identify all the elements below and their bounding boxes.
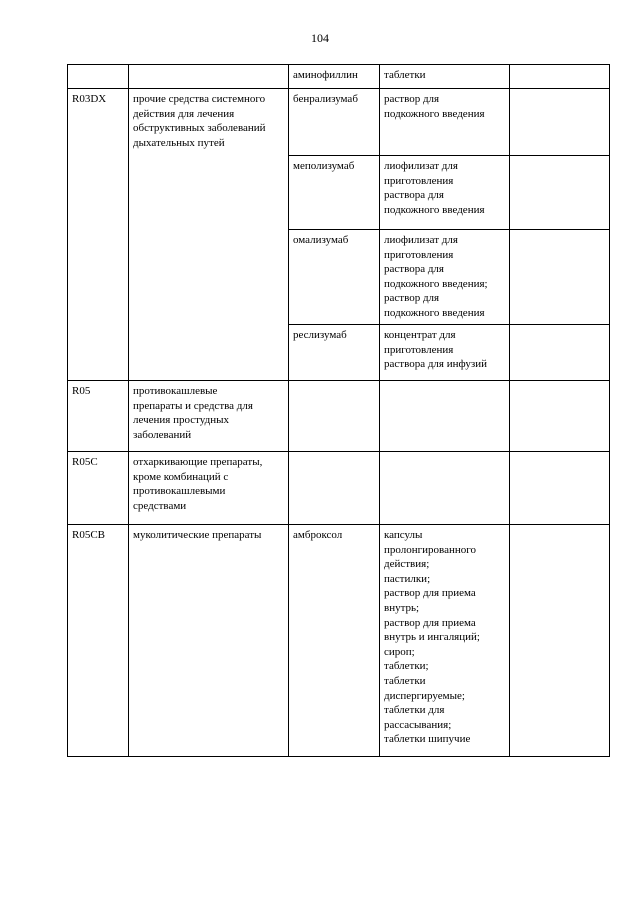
empty-cell	[510, 525, 610, 757]
dosage-form-cell	[380, 89, 510, 156]
table-row	[68, 525, 610, 757]
empty-cell	[510, 156, 610, 230]
drug-name-cell: реслизумаб	[289, 325, 380, 381]
dosage-form-cell-line: таблетки;	[384, 660, 429, 673]
empty-cell	[510, 452, 610, 525]
drug-name-cell: омализумаб	[289, 230, 380, 325]
atc-group-cell-line: кроме комбинаций с	[133, 470, 229, 483]
empty-cell	[510, 230, 610, 325]
dosage-form-cell-line: пастилки;	[384, 572, 431, 585]
drug-name-cell	[289, 452, 380, 525]
dosage-form-cell-line: раствор для приема	[384, 616, 476, 629]
empty-cell	[510, 381, 610, 452]
atc-code-cell: R05CB	[68, 525, 129, 757]
dosage-form-cell	[380, 65, 510, 89]
atc-code-cell: R05C	[68, 452, 129, 525]
atc-group-cell-line: отхаркивающие препараты,	[133, 456, 263, 468]
dosage-form-cell-line: внутрь;	[384, 601, 420, 614]
atc-group-cell-line: дыхательных путей	[133, 136, 225, 149]
dosage-form-cell-line: подкожного введения	[384, 203, 485, 216]
atc-group-cell-line: заболеваний	[133, 428, 192, 441]
dosage-form-cell	[380, 381, 510, 452]
empty-cell	[510, 89, 610, 156]
dosage-form-cell-line: таблетки	[384, 674, 426, 687]
atc-group-cell	[129, 89, 289, 381]
dosage-form-cell-line: подкожного введения;	[384, 277, 488, 290]
table-row	[68, 89, 610, 156]
dosage-form-cell-line: раствора для	[384, 263, 444, 276]
atc-group-cell	[129, 452, 289, 525]
dosage-form-cell-line: подкожного введения	[384, 107, 485, 120]
atc-group-cell-line: обструктивных заболеваний	[133, 122, 266, 135]
drug-name-cell: амброксол	[289, 525, 380, 757]
atc-group-cell	[129, 381, 289, 452]
dosage-form-cell-line: приготовления	[384, 343, 454, 356]
drug-name-cell: меполизумаб	[289, 156, 380, 230]
dosage-form-cell-line: сироп;	[384, 645, 415, 658]
atc-group-cell	[129, 65, 289, 89]
dosage-form-cell	[380, 156, 510, 230]
dosage-form-cell	[380, 525, 510, 757]
atc-group-cell-line: лечения простудных	[133, 414, 229, 427]
dosage-form-cell-line: внутрь и ингаляций;	[384, 631, 480, 644]
atc-group-cell	[129, 525, 289, 757]
dosage-form-cell-line: приготовления	[384, 248, 454, 261]
dosage-form-cell-line: приготовления	[384, 174, 454, 187]
dosage-form-cell-line: пролонгированного	[384, 543, 476, 556]
drug-name-cell: аминофиллин	[289, 65, 380, 89]
dosage-form-cell-line: таблетки	[384, 69, 426, 81]
dosage-form-cell-line: концентрат для	[384, 329, 456, 341]
atc-group-cell-line: действия для лечения	[133, 107, 235, 120]
dosage-form-cell-line: капсулы	[384, 529, 423, 541]
atc-group-cell-line: противокашлевыми	[133, 485, 226, 498]
page-number: 104	[311, 31, 329, 45]
atc-group-cell-line: прочие средства системного	[133, 93, 266, 105]
dosage-form-cell-line: диспергируемые;	[384, 689, 465, 702]
dosage-form-cell-line: раствор для приема	[384, 587, 476, 600]
atc-group-cell-line: противокашлевые	[133, 385, 218, 397]
dosage-form-cell	[380, 325, 510, 381]
dosage-form-cell-line: таблетки для	[384, 704, 445, 717]
atc-group-cell-line: муколитические препараты	[133, 529, 262, 541]
empty-cell	[510, 65, 610, 89]
dosage-form-cell-line: раствора для инфузий	[384, 358, 487, 371]
drug-name-cell	[289, 381, 380, 452]
dosage-form-cell	[380, 230, 510, 325]
dosage-form-cell-line: раствор для	[384, 292, 440, 305]
drug-name-cell: бенрализумаб	[289, 89, 380, 156]
dosage-form-cell-line: раствор для	[384, 93, 440, 105]
dosage-form-cell-line: таблетки шипучие	[384, 733, 471, 746]
dosage-form-cell	[380, 452, 510, 525]
atc-group-cell-line: средствами	[133, 499, 187, 512]
empty-cell	[510, 325, 610, 381]
dosage-form-cell-line: раствора для	[384, 189, 444, 202]
dosage-form-cell-line: рассасывания;	[384, 718, 452, 731]
table-row	[68, 452, 610, 525]
dosage-form-cell-line: подкожного введения	[384, 306, 485, 319]
atc-code-cell	[68, 65, 129, 89]
atc-code-cell: R05	[68, 381, 129, 452]
atc-code-cell: R03DX	[68, 89, 129, 381]
drug-classification-table	[67, 64, 610, 757]
table-row	[68, 381, 610, 452]
dosage-form-cell-line: действия;	[384, 558, 430, 571]
dosage-form-cell-line: лиофилизат для	[384, 160, 458, 172]
dosage-form-cell-line: лиофилизат для	[384, 234, 458, 246]
table-row	[68, 65, 610, 89]
atc-group-cell-line: препараты и средства для	[133, 399, 253, 412]
